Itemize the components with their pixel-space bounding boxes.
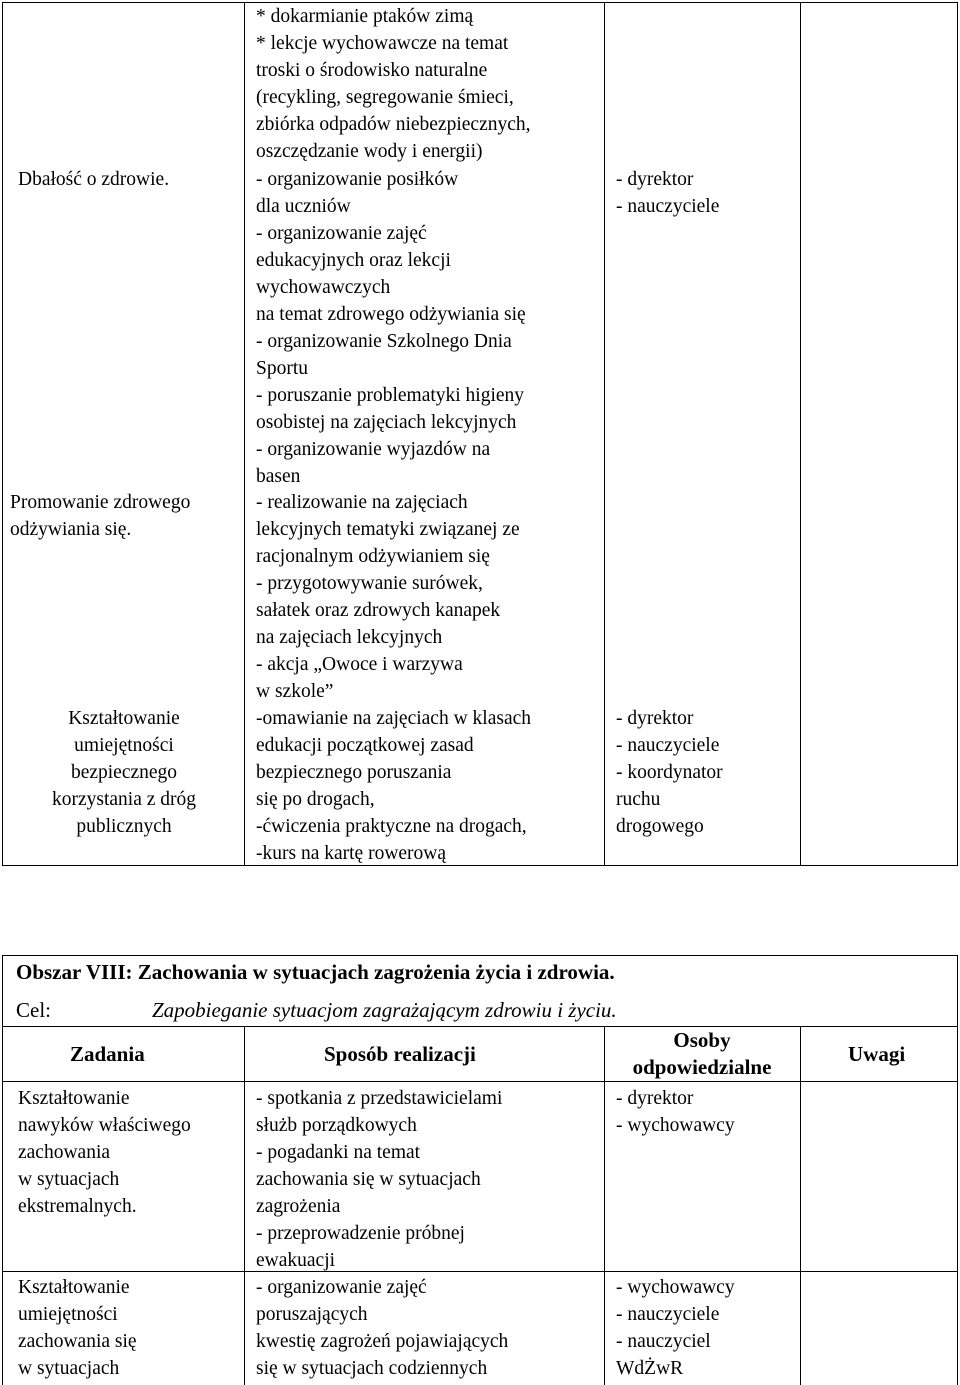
method-line: zbiórka odpadów niebezpiecznych,: [256, 114, 531, 135]
method-line: * lekcje wychowawcze na temat: [256, 33, 509, 54]
method-cell: [256, 1085, 502, 1274]
method-line: poruszających: [256, 1304, 368, 1325]
method-line: - spotkania z przedstawicielami: [256, 1088, 503, 1109]
task-cell: [18, 1274, 137, 1382]
method-line: zachowania się w sytuacjach: [256, 1169, 481, 1190]
method-line: wychowawczych: [256, 277, 391, 298]
method-line: -omawianie na zajęciach w klasach: [256, 708, 532, 729]
responsible-line: - dyrektor: [616, 169, 694, 190]
responsible-line: - wychowawcy: [616, 1115, 735, 1136]
column-divider: [244, 1026, 245, 1385]
method-line: - przeprowadzenie próbnej: [256, 1223, 465, 1244]
task-line: umiejętności: [18, 1304, 118, 1325]
method-line: - organizowanie posiłków: [256, 169, 459, 190]
task-line: zachowania się: [18, 1331, 137, 1352]
task-line: w sytuacjach: [18, 1358, 120, 1379]
method-line: * dokarmianie ptaków zimą: [256, 6, 474, 27]
method-line: -kurs na kartę rowerową: [256, 843, 447, 864]
table-border-right: [957, 2, 958, 866]
method-line: się w sytuacjach codziennych: [256, 1358, 488, 1379]
method-line: racjonalnym odżywianiem się: [256, 546, 490, 567]
method-line: (recykling, segregowanie śmieci,: [256, 87, 514, 108]
task-line: Kształtowanie: [18, 1088, 130, 1109]
method-line: - organizowanie zajęć: [256, 1277, 427, 1298]
method-line: na temat zdrowego odżywiania się: [256, 304, 526, 325]
method-line: - pogadanki na temat: [256, 1142, 421, 1163]
task-line: nawyków właściwego: [18, 1115, 191, 1136]
column-divider: [800, 1026, 801, 1385]
header-task: Zadania: [70, 1042, 145, 1066]
task-line: umiejętności: [74, 735, 174, 756]
responsible-line: - dyrektor: [616, 1088, 694, 1109]
responsible-cell: [616, 1274, 735, 1382]
responsibility-table-top: [2, 2, 958, 866]
task-cell: [10, 489, 190, 543]
method-line: oszczędzanie wody i energii): [256, 141, 483, 162]
method-line: troski o środowisko naturalne: [256, 60, 488, 81]
method-line: w szkole”: [256, 681, 334, 702]
responsible-cell: [616, 166, 719, 220]
responsible-line: ruchu: [616, 789, 661, 810]
task-line: publicznych: [76, 816, 172, 837]
method-line: zagrożenia: [256, 1196, 341, 1217]
method-line: edukacji początkowej zasad: [256, 735, 474, 756]
method-line: bezpiecznego poruszania: [256, 762, 452, 783]
task-line: ekstremalnych.: [18, 1196, 137, 1217]
method-line: się po drogach,: [256, 789, 375, 810]
method-line: służb porządkowych: [256, 1115, 417, 1136]
task-line: Kształtowanie: [68, 708, 180, 729]
column-divider: [800, 2, 801, 866]
header-divider: [2, 1026, 958, 1027]
task-line: Dbałość o zdrowie.: [18, 169, 170, 190]
task-cell: [18, 1085, 191, 1220]
method-cell: [256, 1274, 508, 1382]
goal-label: Cel:: [16, 998, 51, 1022]
method-line: edukacyjnych oraz lekcji: [256, 250, 451, 271]
area-viii-table: [2, 955, 958, 1385]
column-divider: [604, 2, 605, 866]
method-cell: [256, 3, 531, 165]
method-line: basen: [256, 466, 301, 487]
responsible-line: - nauczyciele: [616, 735, 720, 756]
column-divider: [244, 2, 245, 866]
task-line: w sytuacjach: [18, 1169, 120, 1190]
method-cell: [256, 489, 520, 705]
responsible-line: drogowego: [616, 816, 704, 837]
responsible-line: - wychowawcy: [616, 1277, 735, 1298]
table-border-left: [2, 955, 3, 1385]
method-line: - organizowanie zajęć: [256, 223, 427, 244]
method-line: - akcja „Owoce i warzywa: [256, 654, 463, 675]
header-method: Sposób realizacji: [324, 1042, 476, 1066]
method-line: - organizowanie Szkolnego Dnia: [256, 331, 512, 352]
header-responsible-line: Osoby: [673, 1028, 731, 1052]
responsible-cell: [616, 1085, 735, 1139]
method-line: sałatek oraz zdrowych kanapek: [256, 600, 501, 621]
goal-text: Zapobieganie sytuacjom zagrażającym zdrowiu i życiu.: [152, 998, 617, 1022]
task-line: bezpiecznego: [70, 762, 178, 783]
method-line: osobistej na zajęciach lekcyjnych: [256, 412, 517, 433]
responsible-cell: [616, 705, 723, 840]
responsible-line: WdŻwR: [616, 1358, 684, 1379]
area-title-text: Obszar VIII: Zachowania w sytuacjach zagrożenia życia i zdrowia.: [16, 960, 615, 984]
responsible-line: - dyrektor: [616, 708, 694, 729]
method-line: - poruszanie problematyki higieny: [256, 385, 525, 406]
task-cell: [18, 166, 169, 193]
method-line: -ćwiczenia praktyczne na drogach,: [256, 816, 527, 837]
task-cell: [10, 705, 238, 840]
method-cell: [256, 705, 531, 867]
method-line: Sportu: [256, 358, 309, 379]
method-cell: [256, 166, 526, 490]
method-line: na zajęciach lekcyjnych: [256, 627, 443, 648]
responsible-line: - nauczyciele: [616, 1304, 720, 1325]
header-bottom-line: [2, 1081, 958, 1082]
method-line: dla uczniów: [256, 196, 351, 217]
table-border-left: [2, 2, 3, 866]
task-line: Kształtowanie: [18, 1277, 130, 1298]
responsible-line: - koordynator: [616, 762, 723, 783]
table-border-right: [957, 955, 958, 1385]
table-border-top: [2, 955, 958, 956]
method-line: - organizowanie wyjazdów na: [256, 439, 491, 460]
method-line: - przygotowywanie surówek,: [256, 573, 483, 594]
task-line: Promowanie zdrowego: [10, 492, 191, 513]
method-line: - realizowanie na zajęciach: [256, 492, 468, 513]
responsible-line: - nauczyciel: [616, 1331, 711, 1352]
header-responsible: [604, 1027, 800, 1081]
responsible-line: - nauczyciele: [616, 196, 720, 217]
method-line: lekcyjnych tematyki związanej ze: [256, 519, 520, 540]
task-line: korzystania z dróg: [51, 789, 197, 810]
header-notes: Uwagi: [848, 1042, 906, 1066]
task-line: zachowania: [18, 1142, 111, 1163]
task-line: odżywiania się.: [10, 519, 132, 540]
area-title: [16, 959, 615, 986]
method-line: ewakuacji: [256, 1250, 336, 1271]
method-line: kwestię zagrożeń pojawiających: [256, 1331, 509, 1352]
header-responsible-line: odpowiedzialne: [632, 1055, 772, 1079]
